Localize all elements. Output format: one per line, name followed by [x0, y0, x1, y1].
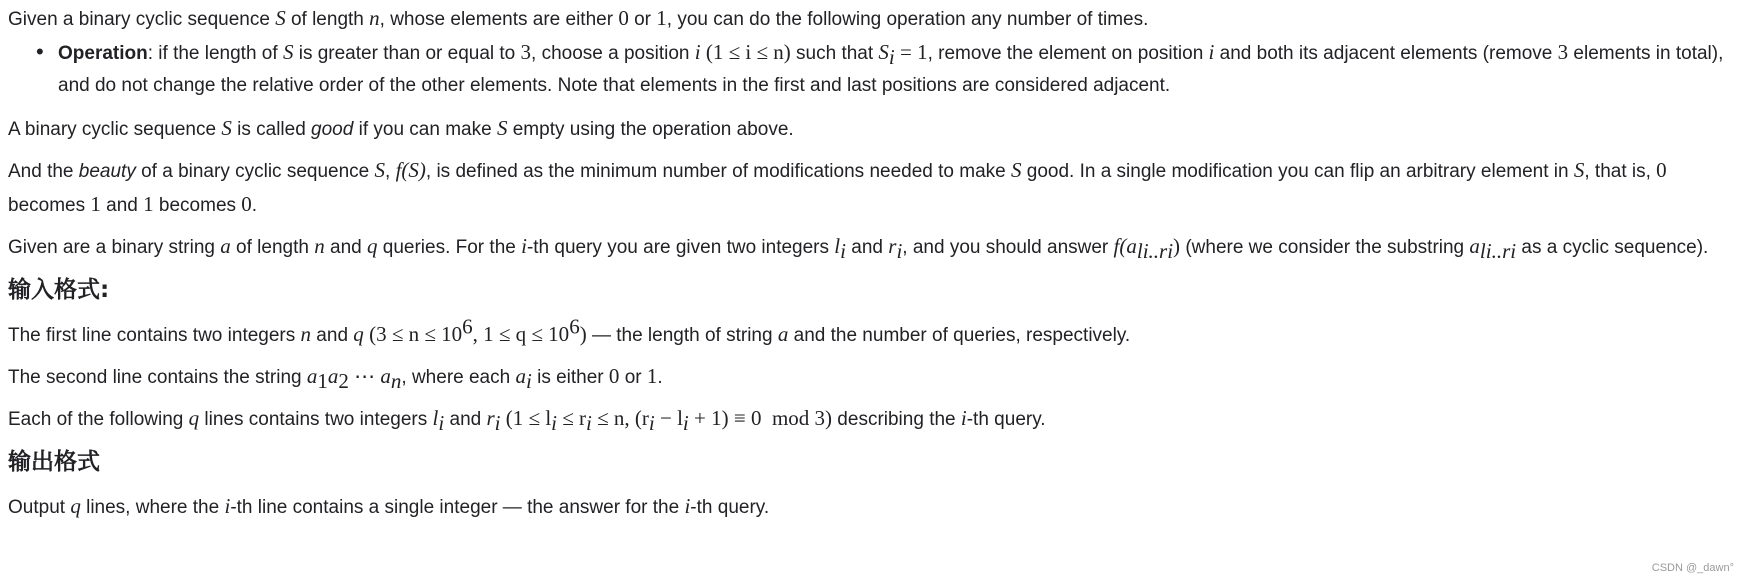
- math-S: S: [878, 40, 889, 64]
- math-sub: li..ri: [1479, 238, 1517, 263]
- math-range: (1 ≤ i ≤ n): [705, 40, 791, 64]
- text: Given are a binary string: [8, 237, 221, 258]
- input-format-heading: 输入格式:: [8, 277, 110, 303]
- math-0: 0: [241, 192, 252, 216]
- text: elements in total), and do not change the relative order of the other elements. Note that elements in the first and last positions are considered adjacent.: [58, 43, 1724, 96]
- beauty-definition: [8, 154, 1740, 222]
- text: and: [311, 325, 354, 346]
- text: as a cyclic sequence).: [1516, 237, 1709, 258]
- math-a: a: [220, 234, 231, 258]
- text: -th query you are given two integers: [526, 237, 835, 258]
- text: , remove the element on position: [927, 43, 1209, 64]
- text: queries. For the: [377, 237, 522, 258]
- text: or: [628, 9, 657, 30]
- math-sub: n: [390, 368, 402, 393]
- operation-label: Operation: [58, 43, 148, 64]
- math-r: r: [486, 406, 495, 430]
- math-constraint: (1 ≤ l: [505, 406, 552, 430]
- text: , where each: [401, 367, 516, 388]
- text: (where we consider the substring: [1180, 237, 1470, 258]
- math-r: r: [888, 234, 897, 258]
- math-fS: f(S): [395, 158, 426, 182]
- output-format-heading: 输出格式: [8, 449, 100, 475]
- text: Each of the following: [8, 409, 189, 430]
- query-description: [8, 230, 1740, 264]
- intro-paragraph: [8, 2, 1740, 36]
- math-i: i: [1208, 40, 1215, 64]
- text: and: [100, 195, 144, 216]
- csdn-watermark: CSDN @_dawn°: [1651, 562, 1734, 574]
- text: becomes: [8, 195, 91, 216]
- text: and: [444, 409, 487, 430]
- math-n: n: [369, 6, 380, 30]
- text: or: [619, 367, 647, 388]
- math-constraint: (3 ≤ n ≤ 10: [369, 322, 463, 346]
- text: , is defined as the minimum number of modifications needed to make: [425, 161, 1011, 182]
- math-a: a: [515, 364, 526, 388]
- math-paren: ): [579, 322, 587, 346]
- good-definition: [8, 112, 1740, 146]
- math-i: i: [684, 494, 691, 518]
- math-S: S: [282, 40, 294, 64]
- input-line-3: [8, 402, 1740, 436]
- math-1: 1: [143, 192, 154, 216]
- term-beauty: beauty: [78, 161, 136, 182]
- text: : if the length of: [147, 43, 283, 64]
- math-S: S: [496, 116, 508, 140]
- math-q: q: [70, 494, 81, 518]
- math-sub: i: [494, 410, 501, 435]
- text: lines contains two integers: [199, 409, 433, 430]
- math-sub: i: [525, 368, 532, 393]
- text: -th query.: [690, 497, 770, 518]
- math-q: q: [353, 322, 364, 346]
- text: ,: [385, 161, 396, 182]
- math-sub: 1: [317, 368, 328, 393]
- math-S: S: [1573, 158, 1585, 182]
- text: is greater than or equal to: [293, 43, 521, 64]
- text: is called: [231, 119, 312, 140]
- math-sub: i: [682, 410, 689, 435]
- text: , that is,: [1584, 161, 1657, 182]
- math-a: a: [380, 364, 391, 388]
- text: empty using the operation above.: [507, 119, 794, 140]
- math-constraint: , 1 ≤ q ≤ 10: [472, 322, 570, 346]
- math-i: i: [224, 494, 231, 518]
- math-a: a: [327, 364, 339, 388]
- math-n: n: [314, 234, 325, 258]
- text: -th query.: [966, 409, 1046, 430]
- math-1: 1: [646, 364, 658, 388]
- math-f: f(a: [1113, 234, 1137, 258]
- text: is either: [531, 367, 609, 388]
- math-paren: ): [1173, 234, 1181, 258]
- math-a: a: [777, 322, 789, 346]
- math-q: q: [366, 234, 378, 258]
- term-good: good: [311, 119, 354, 140]
- math-exp: 6: [462, 314, 473, 339]
- math-dots: ⋯: [348, 364, 381, 388]
- math-3: 3: [520, 40, 532, 64]
- math-i: i: [960, 406, 967, 430]
- math-n: n: [300, 322, 312, 346]
- text: and: [324, 237, 367, 258]
- math-constraint: ≤ r: [557, 406, 587, 430]
- text: A binary cyclic sequence: [8, 119, 222, 140]
- math-sub: i: [551, 410, 557, 435]
- text: — the length of string: [586, 325, 778, 346]
- math-sub: li..ri: [1136, 238, 1174, 263]
- math-constraint: ≤ n, (r: [591, 406, 649, 430]
- text: such that: [790, 43, 879, 64]
- text: -th line contains a single integer — the answer for the: [230, 497, 685, 518]
- math-3: 3: [1557, 40, 1569, 64]
- text: The second line contains the string: [8, 367, 307, 388]
- math-sub: i: [438, 410, 445, 435]
- math-i: i: [521, 234, 527, 258]
- math-sub: i: [888, 44, 895, 69]
- math-eq: = 1: [894, 40, 928, 64]
- input-line-2: [8, 360, 1740, 394]
- math-1: 1: [90, 192, 101, 216]
- math-S: S: [275, 6, 286, 30]
- text: .: [657, 367, 663, 388]
- text: of a binary cyclic sequence: [135, 161, 375, 182]
- text: of length: [285, 9, 370, 30]
- math-sub: i: [840, 238, 846, 263]
- text: of length: [230, 237, 315, 258]
- math-S: S: [374, 158, 386, 182]
- math-constraint: − l: [654, 406, 683, 430]
- text: And the: [8, 161, 79, 182]
- math-a: a: [306, 364, 318, 388]
- text: if you can make: [353, 119, 497, 140]
- text: and both its adjacent elements (remove: [1214, 43, 1558, 64]
- math-0: 0: [608, 364, 620, 388]
- text: becomes: [153, 195, 242, 216]
- text: .: [251, 195, 258, 216]
- math-exp: 6: [569, 314, 580, 339]
- math-l: l: [834, 234, 841, 258]
- input-line-1: [8, 314, 1740, 352]
- math-a: a: [1469, 234, 1480, 258]
- text: , choose a position: [531, 43, 695, 64]
- text: The first line contains two integers: [8, 325, 301, 346]
- math-constraint: + 1) ≡ 0 mod 3): [688, 406, 833, 430]
- math-1: 1: [656, 6, 667, 30]
- text: good. In a single modification you can flip an arbitrary element in: [1021, 161, 1574, 182]
- math-0: 0: [618, 6, 629, 30]
- text: , you can do the following operation any number of times.: [666, 9, 1149, 30]
- output-line: [8, 490, 1740, 524]
- text: , whose elements are either: [379, 9, 619, 30]
- math-q: q: [188, 406, 200, 430]
- problem-statement: [8, 2, 1740, 524]
- math-S: S: [221, 116, 232, 140]
- operation-item: [58, 36, 1740, 102]
- math-sub: i: [896, 238, 903, 263]
- math-i: i: [694, 40, 701, 64]
- text: describing the: [832, 409, 961, 430]
- text: Given a binary cyclic sequence: [8, 9, 276, 30]
- math-sub: 2: [338, 368, 349, 393]
- math-sub: i: [586, 410, 592, 435]
- text: lines, where the: [80, 497, 225, 518]
- text: , and you should answer: [902, 237, 1114, 258]
- math-0: 0: [1656, 158, 1667, 182]
- text: and: [845, 237, 889, 258]
- operation-list: [8, 36, 1740, 102]
- text: Output: [8, 497, 71, 518]
- math-sub: i: [648, 410, 655, 435]
- text: and the number of queries, respectively.: [788, 325, 1131, 346]
- math-S: S: [1010, 158, 1022, 182]
- math-l: l: [432, 406, 439, 430]
